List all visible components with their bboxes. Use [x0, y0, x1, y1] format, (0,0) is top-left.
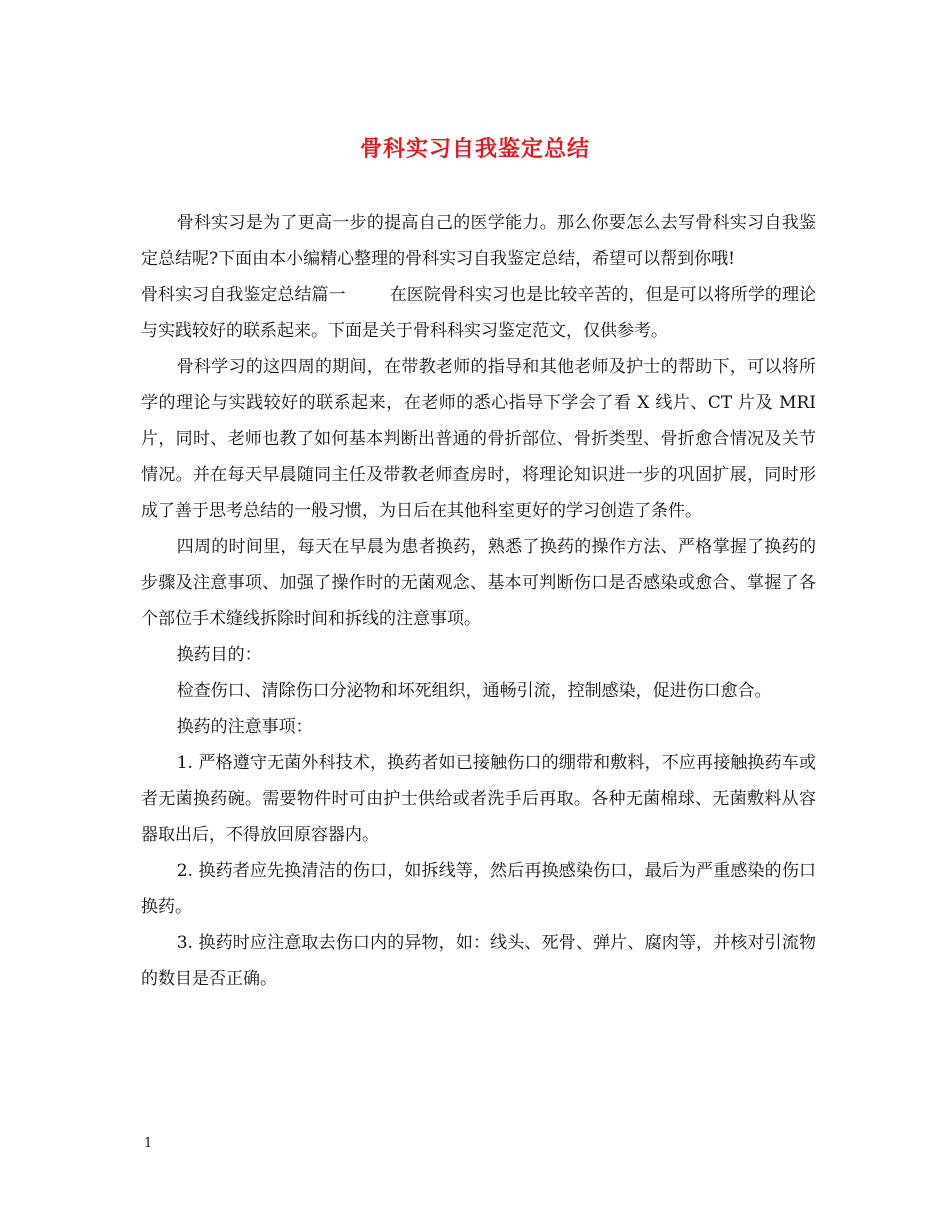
purpose-heading: 换药目的： — [176, 645, 262, 665]
notes-heading: 换药的注意事项： — [176, 717, 313, 737]
paragraph-1: 骨科学习的这四周的期间，在带教老师的指导和其他老师及护士的帮助下，可以将所学的理论与实践较好的联系起来，在老师的悉心指导下学会了看 X 线片、CT 片及 MRI 片，同时、老师也教了如何基本判断出普通的骨折部位、骨折类型、骨折愈合情况及关节情况。并在每天早晨随同主任及带教老师查房时，将理论知识进一步的巩固扩展，同时形成了善于思考总结的一般习惯，为日后在其他科室更好的学习创造了条件。 — [141, 357, 816, 521]
page-number: 1 — [144, 1136, 153, 1151]
note-3: 3. 换药时应注意取去伤口内的异物，如：线头、死骨、弹片、腐肉等，并核对引流物的数目是否正确。 — [141, 933, 816, 989]
note-1: 1. 严格遵守无菌外科技术，换药者如已接触伤口的绷带和敷料，不应再接触换药车或者无菌换药碗。需要物件时可由护士供给或者洗手后再取。各种无菌棉球、无菌敷料从容器取出后，不得放回原容器内。 — [141, 753, 816, 845]
document-body — [141, 205, 816, 997]
section-heading: 骨科实习自我鉴定总结篇一 — [141, 285, 346, 305]
purpose-text: 检查伤口、清除伤口分泌物和坏死组织，通畅引流，控制感染，促进伤口愈合。 — [176, 681, 772, 701]
document-title: 骨科实习自我鉴定总结 — [359, 137, 590, 162]
paragraph-2: 四周的时间里，每天在早晨为患者换药，熟悉了换药的操作方法、严格掌握了换药的步骤及注意事项、加强了操作时的无菌观念、基本可判断伤口是否感染或愈合、掌握了各个部位手术缝线拆除时间和拆线的注意事项。 — [141, 537, 816, 629]
section-paragraph — [141, 277, 816, 349]
intro-paragraph: 骨科实习是为了更高一步的提高自己的医学能力。那么你要怎么去写骨科实习自我鉴定总结呢?下面由本小编精心整理的骨科实习自我鉴定总结，希望可以帮到你哦! — [141, 213, 816, 269]
section-intro: 在医院骨科实习也是比较辛苦的，但是可以将所学的理论与实践较好的联系起来。下面是关于骨科科实习鉴定范文，仅供参考。 — [141, 285, 817, 341]
note-2: 2. 换药者应先换清洁的伤口，如拆线等，然后再换感染伤口，最后为严重感染的伤口换药。 — [141, 861, 816, 917]
